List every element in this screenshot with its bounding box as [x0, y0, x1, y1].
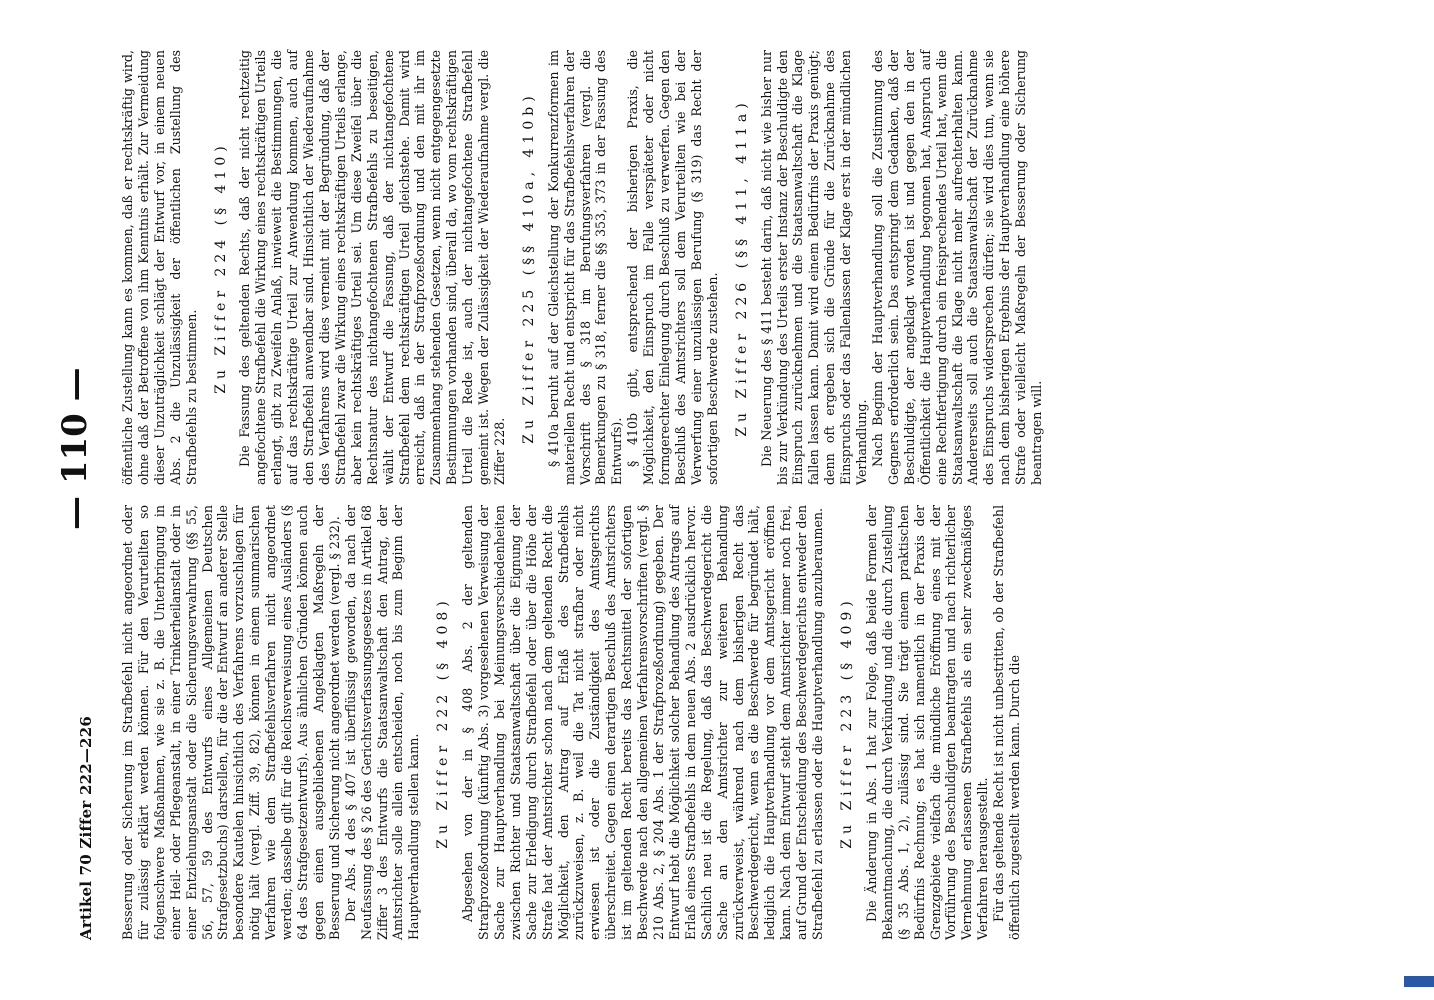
paragraph: Die Neuerung des § 411 besteht darin, daß nicht wie bisher nur bis zur Verkündung des Urteils erster Instanz der Beschuldigte den Einspruch zurücknehmen und die Staatsanwaltschaft die Klage fallen lassen kann. Damit wird einem Bedürfnis der Praxis genügt; denn oft ergeben sich die Gründe für die Zurücknahme des Einspruchs oder das Fallenlassen der Klage erst in der mündlichen Verhandlung. [758, 50, 870, 485]
section-heading-226: Zu Ziffer 226 (§§ 411, 411a) [733, 98, 750, 437]
left-column [120, 505, 1023, 940]
digitization-note [1410, 10, 1428, 990]
section-heading-224: Zu Ziffer 224 (§ 410) [212, 141, 229, 394]
section-heading-222: Zu Ziffer 222 (§ 408) [435, 596, 452, 849]
paragraph: Abgesehen von der in § 408 Abs. 2 der geltenden Strafprozeßordnung (künftig Abs. 3) vorgesehenen Verweisung der Sache zur Hauptverhandlung bei Meinungsverschiedenheiten zwischen Richter und Staatsanwaltschaft über die Eignung der Sache zur Erledigung durch Strafbefehl oder über die Höhe der Strafe hat der Amtsrichter schon nach dem geltenden Recht die Möglichkeit, den Antrag auf Erlaß des Strafbefehls zurückzuweisen, z. B. weil die Tat nicht strafbar oder nicht erwiesen ist oder die Zuständigkeit des Amtsgerichts überschreitet. Gegen einen derartigen Beschluß des Amtsrichters ist im geltenden Recht bereits das Rechtsmittel der sofortigen Beschwerde nach den allgemeinen Verfahrensvorschriften (vergl. § 210 Abs. 2, § 204 Abs. 1 der Strafprozeßordnung) gegeben. Der Entwurf hebt die Möglichkeit solcher Behandlung des Antrags auf Erlaß eines Strafbefehls in dem neuen Abs. 2 ausdrücklich hervor. Sachlich neu ist die Regelung, daß das Beschwerdegericht die Sache an den Amtsrichter zur weiteren Behandlung zurückverweist, während nach dem bisherigen Recht das Beschwerdegericht, wenn es die Beschwerde für begründet hält, lediglich die Hauptverhandlung vor dem Amtsgericht eröffnen kann. Nach dem Entwurf steht dem Amtsrichter immer noch frei, auf Grund der Entscheidung des Beschwerdegerichts entweder den Strafbefehl zu erlassen oder die Hauptverhandlung anzuberaumen. [460, 505, 826, 940]
page-number: — 110 — [55, 367, 95, 530]
paragraph: Für das geltende Recht ist nicht unbestritten, ob der Strafbefehl öffentlich zugestellt werden kann. Durch die [991, 505, 1023, 940]
section-heading-223: Zu Ziffer 223 (§ 409) [838, 596, 855, 849]
paragraph: Die Änderung in Abs. 1 hat zur Folge, daß beide Formen der Bekanntmachung, die durch Verkündung und die durch Zustellung (§ 35 Abs. 1, 2), zulässig sind. Sie trägt einem praktischen Bedürfnis Rechnung; es hat sich namentlich in der Praxis der Grenzgebiete vielfach die mündliche Eröffnung eines mit der Vorführung des Beschuldigten beantragten und nach richterlicher Vernehmung erlassenen Strafbefehls als ein sehr zweckmäßiges Verfahren herausgestellt. [863, 505, 991, 940]
dfg-logo [1404, 976, 1434, 987]
section-heading-225: Zu Ziffer 225 (§§ 410a, 410b) [520, 91, 537, 444]
paragraph: öffentliche Zustellung kann es kommen, daß er rechtskräftig wird, ohne daß der Betroffene von ihm Kenntnis erhält. Zur Vermeidung dieser Unzuträglichkeit schlägt der Entwurf vor, in einem neuen Abs. 2 die Unzulässigkeit der öffentlichen Zustellung des Strafbefehls zu bestimmen. [120, 50, 199, 485]
paragraph: § 410a beruht auf der Gleichstellung der Konkurrenzformen im materiellen Recht und entspricht für das Strafbefehlsverfahren der Vorschrift des § 318 im Berufungsverfahren (vergl. die Bemerkungen zu § 318, ferner die §§ 353, 373 in der Fassung des Entwurfs). [545, 50, 625, 485]
paragraph: Die Fassung des geltenden Rechts, daß der nicht rechtzeitig angefochtene Strafbefehl die Wirkung eines rechtskräftigen Urteils erlangt, gibt zu Zweifeln Anlaß, inwieweit die Bestimmungen, die auf das rechtskräftige Urteil zur Anwendung kommen, auch auf den Strafbefehl anwendbar sind. Hinsichtlich der Wiederaufnahme des Verfahrens wird dies verneint mit der Begründung, daß der Strafbefehl zwar die Wirkung eines rechtskräftigen Urteils erlange, aber kein rechtskräftiges Urteil sei. Um diese Zweifel über die Rechtsnatur des nichtangefochtenen Strafbefehls zu beseitigen, wählt der Entwurf die Fassung, daß der nichtangefochtene Strafbefehl dem rechtskräftigen Urteil gleichstehe. Damit wird erreicht, daß in der Strafprozeßordnung und den mit ihr im Zusammenhang stehenden Gesetzen, wenn nicht entgegengesetzte Bestimmungen vorhanden sind, überall da, wo vom rechtskräftigen Urteil die Rede ist, auch der nichtangefochtene Strafbefehl gemeint ist. Wegen der Zulässigkeit der Wiederaufnahme vergl. die Ziffer 228. [237, 50, 507, 485]
right-column [120, 50, 1045, 485]
paragraph: § 410b gibt, entsprechend der bisherigen Praxis, die Möglichkeit, den Einspruch im Falle verspäteter oder nicht formgerechter Einlegung durch Beschluß zu verwerfen. Gegen den Beschluß des Amtsrichters soll dem Verurteilten wie bei der Verwerfung einer unzulässigen Berufung (§ 319) das Recht der sofortigen Beschwerde zustehen. [625, 50, 720, 485]
paragraph: Besserung oder Sicherung im Strafbefehl nicht angeordnet oder für zulässig erklärt werden können. Für den Verurteilten so folgenschwere Maßnahmen, wie sie z. B. die Unterbringung in einer Heil- oder Pflegeanstalt, in einer Trinkerheilanstalt oder in einer Entziehungsanstalt oder die Sicherungsverwahrung (§§ 55, 56, 57, 59 des Entwurfs eines Allgemeinen Deutschen Strafgesetzbuchs) darstellen, für die der Entwurf an anderer Stelle besondere Kautelen hinsichtlich des Verfahrens vorzuschlagen für nötig hält (vergl. Ziff. 39, 82), können in einem summarischen Verfahren wie dem Strafbefehlsverfahren nicht angeordnet werden; dasselbe gilt für die Reichsverweisung eines Ausländers (§ 64 des Strafgesetzentwurfs). Aus ähnlichen Gründen können auch gegen einen ausgebliebenen Angeklagten Maßregeln der Besserung und Sicherung nicht angeordnet werden (vergl. § 232). [120, 505, 342, 940]
paragraph: Nach Beginn der Hauptverhandlung soll die Zustimmung des Gegners erforderlich sein. Das entspringt dem Gedanken, daß der Beschuldigte, der angeklagt worden ist und gegen den in der Öffentlichkeit die Hauptverhandlung begonnen hat, Anspruch auf eine Rechtfertigung durch ein freisprechendes Urteil hat, wenn die Staatsanwaltschaft die Klage nicht mehr aufrechterhalten kann. Andererseits soll auch die Staatsanwaltschaft der Zurücknahme des Einspruchs widersprechen dürfen; sie wird dies tun, wenn sie nach dem bisherigen Ergebnis der Hauptverhandlung eine höhere Strafe oder vielleicht Maßregeln der Besserung oder Sicherung beantragen will. [869, 50, 1045, 485]
page-header [55, 60, 115, 940]
paragraph: Der Abs. 4 des § 407 ist überflüssig geworden, da nach der Neufassung des § 26 des Gerichtsverfassungsgesetzes in Artikel 68 Ziffer 3 des Entwurfs die Staatsanwaltschaft den Antrag, der Amtsrichter solle allein entscheiden, noch bis zum Beginn der Hauptverhandlung stellen kann. [342, 505, 422, 940]
running-title: Artikel 70 Ziffer 222—226 [77, 716, 95, 940]
